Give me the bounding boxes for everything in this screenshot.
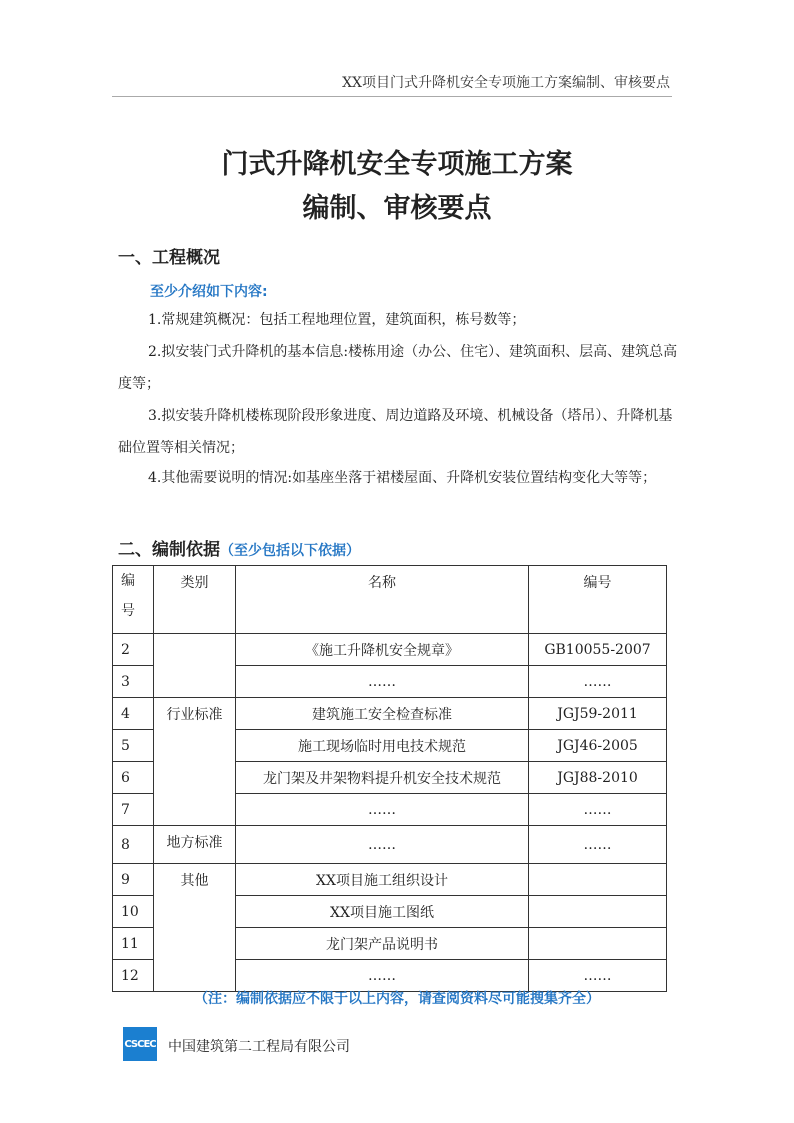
row-name: 龙门架产品说明书	[236, 928, 529, 960]
row-name: 施工现场临时用电技术规范	[236, 730, 529, 762]
row-name: XX项目施工图纸	[236, 896, 529, 928]
row-no: 6	[113, 762, 154, 794]
row-category	[154, 634, 236, 698]
row-no: 10	[113, 896, 154, 928]
row-name: ……	[236, 794, 529, 826]
row-name: ……	[236, 960, 529, 992]
section1-item: 1.常规建筑概况：包括工程地理位置，建筑面积，栋号数等；	[148, 312, 526, 328]
row-no: 12	[113, 960, 154, 992]
table-row	[113, 864, 667, 896]
row-code: ……	[529, 666, 667, 698]
section1-heading: 一、工程概况	[118, 248, 220, 268]
table-row	[113, 826, 667, 864]
row-no: 11	[113, 928, 154, 960]
page-header: XX项目门式升降机安全专项施工方案编制、审核要点	[342, 75, 670, 91]
row-code: ……	[529, 826, 667, 864]
header-divider	[112, 96, 672, 97]
row-no: 4	[113, 698, 154, 730]
col-header-no: 编号	[113, 566, 154, 634]
section1-intro: 至少介绍如下内容:	[150, 284, 268, 300]
row-category: 地方标准	[154, 826, 236, 864]
company-name: 中国建筑第二工程局有限公司	[168, 1039, 350, 1055]
row-name: 《施工升降机安全规章》	[236, 634, 529, 666]
title-line-2: 编制、审核要点	[302, 193, 492, 224]
row-code: ……	[529, 794, 667, 826]
col-header-name: 名称	[236, 566, 529, 634]
row-no: 5	[113, 730, 154, 762]
company-logo: CSCEC	[123, 1027, 157, 1061]
row-name: 龙门架及井架物料提升机安全技术规范	[236, 762, 529, 794]
row-code	[529, 928, 667, 960]
table-header-row	[113, 566, 667, 634]
row-code: JGJ88-2010	[529, 762, 667, 794]
row-code: JGJ46-2005	[529, 730, 667, 762]
table-row	[113, 634, 667, 666]
row-code	[529, 864, 667, 896]
table-row	[113, 698, 667, 730]
row-no: 3	[113, 666, 154, 698]
section2-heading-text: 二、编制依据	[118, 540, 220, 560]
row-no: 7	[113, 794, 154, 826]
row-no: 2	[113, 634, 154, 666]
row-code: ……	[529, 960, 667, 992]
table-note: （注：编制依据应不限于以上内容，请查阅资料尽可能搜集齐全）	[194, 991, 600, 1007]
row-no: 9	[113, 864, 154, 896]
row-code	[529, 896, 667, 928]
row-code: JGJ59-2011	[529, 698, 667, 730]
section1-item: 3.拟安装升降机楼栋现阶段形象进度、周边道路及环境、机械设备（塔吊）、升降机基础位置等相关情况；	[118, 408, 673, 456]
row-name: XX项目施工组织设计	[236, 864, 529, 896]
section1-item: 2.拟安装门式升降机的基本信息:楼栋用途（办公、住宅）、建筑面积、层高、建筑总高度等；	[118, 344, 678, 392]
row-no: 8	[113, 826, 154, 864]
basis-table	[112, 565, 667, 992]
row-name: 建筑施工安全检查标准	[236, 698, 529, 730]
row-name: ……	[236, 666, 529, 698]
section2-heading	[118, 535, 360, 560]
title-line-1: 门式升降机安全专项施工方案	[221, 149, 573, 180]
row-name: ……	[236, 826, 529, 864]
col-header-category: 类别	[154, 566, 236, 634]
row-category: 行业标准	[154, 698, 236, 826]
section2-heading-note: （至少包括以下依据）	[220, 543, 360, 559]
row-category: 其他	[154, 864, 236, 992]
col-header-code: 编号	[529, 566, 667, 634]
row-code: GB10055-2007	[529, 634, 667, 666]
section1-item: 4.其他需要说明的情况:如基座坐落于裙楼屋面、升降机安装位置结构变化大等等；	[148, 470, 657, 486]
